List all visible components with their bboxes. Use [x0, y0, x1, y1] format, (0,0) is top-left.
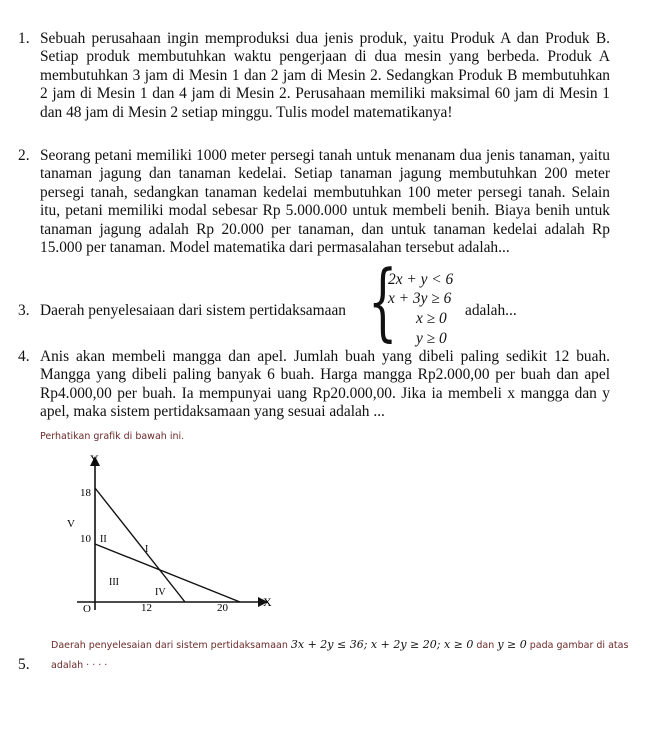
- caption-math: y ≥ 0: [497, 638, 527, 651]
- y-tick: 18: [80, 487, 91, 499]
- origin-label: O: [83, 603, 91, 615]
- question-tail: adalah...: [465, 302, 517, 319]
- caption-and: dan: [476, 640, 495, 651]
- question-text: Anis akan membeli mangga dan apel. Jumlah buah yang dibeli paling sedikit 12 buah. Mangga yang dibeli paling banyak 6 buah. Harga mangga Rp2.000,00 per buah dan apel Rp4.000,00 per buah. Ia mempunyai uang Rp20.000,00. Jika ia membeli x mangga dan y apel, maka sistem pertidaksamaan yang sesuai adalah ...: [40, 348, 610, 421]
- inequality: x ≥ 0: [416, 310, 447, 327]
- line-x-2y-20: [95, 544, 240, 602]
- caption-math: 3x + 2y ≤ 36; x + 2y ≥ 20; x ≥ 0: [290, 638, 474, 651]
- inequality: 2x + y < 6: [388, 271, 454, 288]
- caption-prefix: Daerah penyelesaian dari sistem pertidaksamaan: [51, 640, 288, 651]
- region-label: IV: [155, 587, 166, 598]
- graph-intro: Perhatikan grafik di bawah ini.: [40, 431, 185, 442]
- inequality: x + 3y ≥ 6: [388, 290, 452, 307]
- caption-end: adalah · · · ·: [51, 660, 108, 671]
- question-number: 3.: [18, 302, 30, 319]
- question-number: 5.: [18, 656, 30, 673]
- left-brace: {: [368, 252, 398, 350]
- question-text: Daerah penyelesaiaan dari sistem pertidaksamaan: [40, 302, 346, 319]
- question-number: 2.: [18, 147, 30, 164]
- x-tick: 12: [141, 602, 152, 614]
- x-axis-label: X: [263, 595, 272, 609]
- question-text: Seorang petani memiliki 1000 meter persegi tanah untuk menanam dua jenis tanaman, yaitu tanaman jagung dan tanaman kedelai. Setiap tanaman jagung membutuhkan 200 meter persegi tanah, sedangkan tanaman kedelai membutuhkan 100 meter persegi tanah. Selain itu, petani memiliki modal sebesar Rp 5.000.000 untuk membeli benih. Biaya benih untuk tanaman jagung adalah Rp 20.000 per tanaman, dan untuk tanaman kedelai adalah Rp 15.000 per tanaman. Model matematika dari permasalahan tersebut adalah...: [40, 147, 610, 257]
- question-number: 1.: [18, 30, 30, 47]
- y-tick: 10: [80, 533, 91, 545]
- question-number: 4.: [18, 348, 30, 365]
- region-label: III: [109, 577, 119, 588]
- question-4: [18, 348, 610, 422]
- x-tick: 20: [217, 602, 228, 614]
- region-label: V: [67, 518, 75, 530]
- inequality-system: [368, 252, 460, 350]
- caption-suffix: pada gambar di atas: [529, 640, 629, 651]
- y-axis-label: Y: [90, 452, 99, 466]
- question-1: [18, 30, 610, 122]
- graph-caption: [51, 638, 628, 651]
- question-3: [18, 252, 610, 350]
- region-label: I: [145, 544, 149, 555]
- region-graph: [55, 450, 285, 620]
- question-2: [18, 147, 610, 257]
- inequality: y ≥ 0: [416, 330, 447, 347]
- question-text: Sebuah perusahaan ingin memproduksi dua jenis produk, yaitu Produk A dan Produk B. Setiap produk membutuhkan waktu pengerjaan di dua mesin yang berbeda. Produk A membutuhkan 3 jam di Mesin 1 dan 2 jam di Mesin 2. Sedangkan Produk B membutuhkan 2 jam di Mesin 1 dan 4 jam di Mesin 2. Perusahaan memiliki maksimal 60 jam di Mesin 1 dan 48 jam di Mesin 2 setiap minggu. Tulis model matematikanya!: [40, 30, 610, 121]
- region-label: II: [100, 534, 107, 545]
